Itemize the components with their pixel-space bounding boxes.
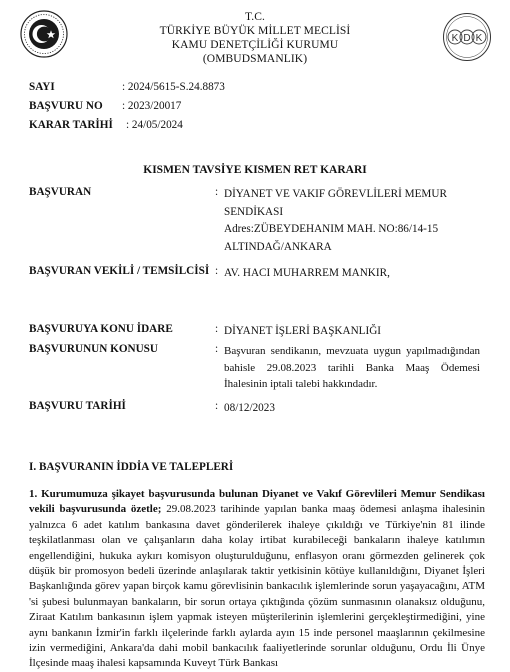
header-line-1: TÜRKİYE BÜYÜK MİLLET MECLİSİ (159, 25, 351, 37)
vekil-label: BAŞVURAN VEKİLİ / TEMSİLCİSİ (29, 265, 210, 277)
konu-value: Başvuran sendikanın, mevzuata uygun yapılmadığından bahisle 29.08.2023 tarihli Banka Maaş Ödemesi İhalesinin iptali talebi hakkındadır. (224, 345, 480, 390)
body-text: 29.08.2023 tarihinde yapılan banka maaş ödemesi anlaşma ihalesinin yalnızca 6 adet katılım bankasına davet gönderilerek ihaleye çıkıldığı ve Türkiye'nin 81 ilinde teşkilatlanması olan ve çalışanların daha kolay irtibat kurabileceği bankaların ihaleye katılımın engellendiğini, hukuka aykırı komisyon oluşturulduğunu, enflasyon oranı görmezden gelinerek çok düşük bir promosyon bedeli üzerinde anlaşılarak taktir yetkisinin kötüye kullanıldığını, Diyanet İşleri Başkanlığında görev yapan birçok kamu görevlisinin bankacılık işlemlerinde sorun yaşayacağını, ATM 'si şubesi bulunmayan bankaların, bir sorun ortaya çıktığında çözüm sunmasının olanaksız olduğunu, Ziraat Katılım bankasının işlem yapmak isteyen müşterilerinin işlemlerini gerçekleştirmediğini, yine aynı bankanın İzmir'in farklı ilçelerinde farklı aylarda ayın 15 inde personel maaşlarının çekilmesine izin vermediğini, Ankara'da dahi mobil bankacılık faaliyetlerinde sorunlar olduğunu, Ordu İli Ünye İlçesinde maaş ihalesi kapsamında Kuveyt Türk Bankası (29, 503, 485, 670)
idare-colon: : (215, 323, 219, 335)
institution-header (120, 10, 390, 66)
kdk-logo-icon (442, 12, 492, 62)
tarih-colon: : (215, 400, 219, 412)
tarih-label: BAŞVURU TARİHİ (29, 400, 126, 412)
body-bold-intro: 1. Kurumumuza şikayet başvurusunda bulunan Diyanet ve Vakıf Görevlileri Memur Sendikası vekili başvurusunda özetle; (29, 488, 485, 516)
tbmm-emblem-icon (20, 10, 68, 58)
body-paragraph (29, 487, 485, 672)
tarih-date: 08/12/2023 (224, 402, 275, 414)
basvuru-no-value: : 2023/20017 (122, 100, 182, 112)
basvuran-line-2: SENDİKASI (224, 205, 284, 218)
vekil-value (224, 265, 479, 283)
basvuran-line-1: DİYANET VE VAKIF GÖREVLİLERİ MEMUR (224, 188, 447, 200)
kdk-letter-k1: K (451, 33, 459, 44)
basvuran-label: BAŞVURAN (29, 186, 92, 198)
kdk-letter-k2: K (475, 33, 483, 44)
tarih-value (224, 400, 479, 418)
header-line-3: (OMBUDSMANLIK) (202, 53, 308, 65)
sayi-value: : 2024/5615-S.24.8873 (122, 81, 225, 93)
idare-name: DİYANET İŞLERİ BAŞKANLIĞI (224, 325, 382, 337)
kdk-letter-d: D (463, 33, 471, 44)
basvuran-line-4: ALTINDAĞ/ANKARA (224, 240, 332, 253)
basvuru-no-label: BAŞVURU NO (29, 100, 103, 112)
idare-value (224, 323, 479, 341)
vekil-colon: : (215, 265, 219, 277)
karar-tarihi-label: KARAR TARİHİ (29, 119, 113, 131)
basvuran-colon: : (215, 186, 219, 198)
konu-label: BAŞVURUNUN KONUSU (29, 343, 158, 355)
header-tc: T.C. (245, 11, 265, 23)
basvuran-line-3: Adres:ZÜBEYDEHANIM MAH. NO:86/14-15 (224, 223, 439, 235)
section-heading: I. BAŞVURANIN İDDİA VE TALEPLERİ (29, 461, 234, 473)
idare-label: BAŞVURUYA KONU İDARE (29, 323, 173, 335)
konu-colon: : (215, 343, 219, 355)
basvuran-value (224, 186, 479, 256)
header-line-2: KAMU DENETÇİLİĞİ KURUMU (171, 39, 339, 51)
karar-tarihi-value: : 24/05/2024 (126, 119, 183, 131)
sayi-label: SAYI (29, 81, 55, 93)
decision-title: KISMEN TAVSİYE KISMEN RET KARARI (143, 164, 367, 176)
vekil-name: AV. HACI MUHARREM MANKIR, (224, 267, 390, 279)
